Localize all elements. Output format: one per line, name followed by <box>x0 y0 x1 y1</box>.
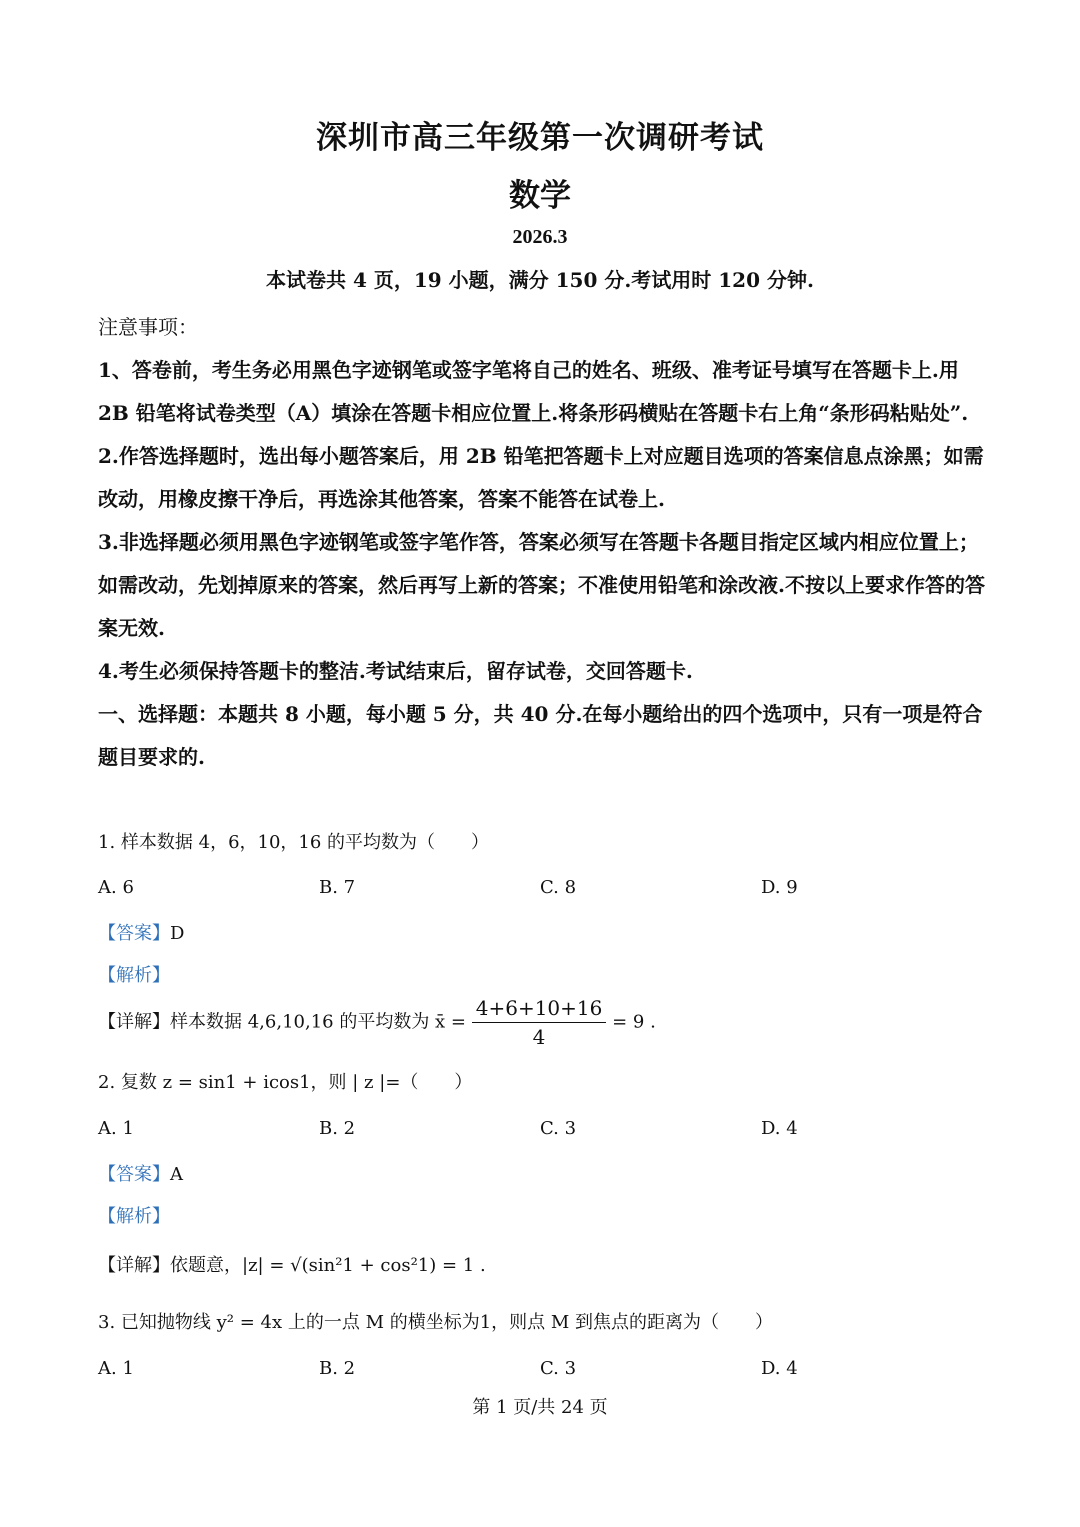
option-b: B. 7 <box>319 877 356 898</box>
notes-heading: 注意事项： <box>98 315 198 339</box>
detail-text: 依题意，|z| = √(sin²1 + cos²1) = 1 . <box>170 1255 486 1276</box>
option-d: D. 4 <box>761 1118 798 1139</box>
option-b: B. 2 <box>319 1118 356 1139</box>
fraction-denominator: 4 <box>532 1025 546 1049</box>
exam-subject: 数学 <box>509 178 571 214</box>
note-item-1: 1、答卷前，考生务必用黑色字迹钢笔或签字笔将自己的姓名、班级、准考证号填写在答题卡上.用 2B 铅笔将试卷类型（A）填涂在答题卡相应位置上.将条形码横贴在答题卡右上角“条形码粘贴处”. <box>98 358 969 425</box>
question-1-detail <box>98 994 998 1051</box>
page-footer: 第 1 页/共 24 页 <box>472 1397 608 1418</box>
option-a: A. 6 <box>98 877 134 898</box>
question-3-stem: 3. 已知抛物线 y² = 4x 上的一点 M 的横坐标为1，则点 M 到焦点的距离为（ ） <box>98 1312 774 1333</box>
question-2-answer <box>98 1160 998 1186</box>
question-1-analysis-label: 【解析】 <box>98 965 170 986</box>
detail-label: 【详解】 <box>98 1255 170 1276</box>
exam-notes <box>98 306 988 779</box>
answer-value: A <box>170 1164 183 1185</box>
answer-label: 【答案】 <box>98 923 170 944</box>
option-c: C. 8 <box>540 877 577 898</box>
option-c: C. 3 <box>540 1358 577 1379</box>
detail-prefix: 样本数据 4,6,10,16 的平均数为 x̄ = <box>170 1011 466 1033</box>
option-a: A. 1 <box>98 1358 134 1379</box>
detail-label: 【详解】 <box>98 1011 170 1033</box>
mean-fraction <box>472 994 607 1051</box>
answer-label: 【答案】 <box>98 1164 170 1185</box>
question-1-answer <box>98 919 998 945</box>
note-item-3: 3.非选择题必须用黑色字迹钢笔或签字笔作答，答案必须写在答题卡各题目指定区域内相应位置上；如需改动，先划掉原来的答案，然后再写上新的答案；不准使用铅笔和涂改液.不按以上要求作答的答案无效. <box>98 530 985 640</box>
fraction-numerator: 4+6+10+16 <box>472 994 607 1023</box>
question-2-stem: 2. 复数 z = sin1 + icos1，则 | z |=（ ） <box>98 1072 473 1093</box>
question-2-analysis-label: 【解析】 <box>98 1206 170 1227</box>
question-1-stem: 1. 样本数据 4，6，10，16 的平均数为（ ） <box>98 832 490 853</box>
detail-suffix: = 9 . <box>612 1011 656 1033</box>
answer-value: D <box>170 923 185 944</box>
exam-info: 本试卷共 4 页，19 小题，满分 150 分.考试用时 120 分钟. <box>266 268 814 292</box>
section-heading: 一、选择题：本题共 8 小题，每小题 5 分，共 40 分.在每小题给出的四个选项中，只有一项是符合题目要求的. <box>98 702 983 769</box>
option-c: C. 3 <box>540 1118 577 1139</box>
exam-title: 深圳市高三年级第一次调研考试 <box>316 120 764 156</box>
option-d: D. 4 <box>761 1358 798 1379</box>
note-item-2: 2.作答选择题时，选出每小题答案后，用 2B 铅笔把答题卡上对应题目选项的答案信息点涂黑；如需改动，用橡皮擦干净后，再选涂其他答案，答案不能答在试卷上. <box>98 444 984 511</box>
option-d: D. 9 <box>761 877 798 898</box>
question-2-detail <box>98 1251 998 1277</box>
option-b: B. 2 <box>319 1358 356 1379</box>
exam-date: 2026.3 <box>512 226 568 248</box>
option-a: A. 1 <box>98 1118 134 1139</box>
note-item-4: 4.考生必须保持答题卡的整洁.考试结束后，留存试卷，交回答题卡. <box>98 659 693 683</box>
